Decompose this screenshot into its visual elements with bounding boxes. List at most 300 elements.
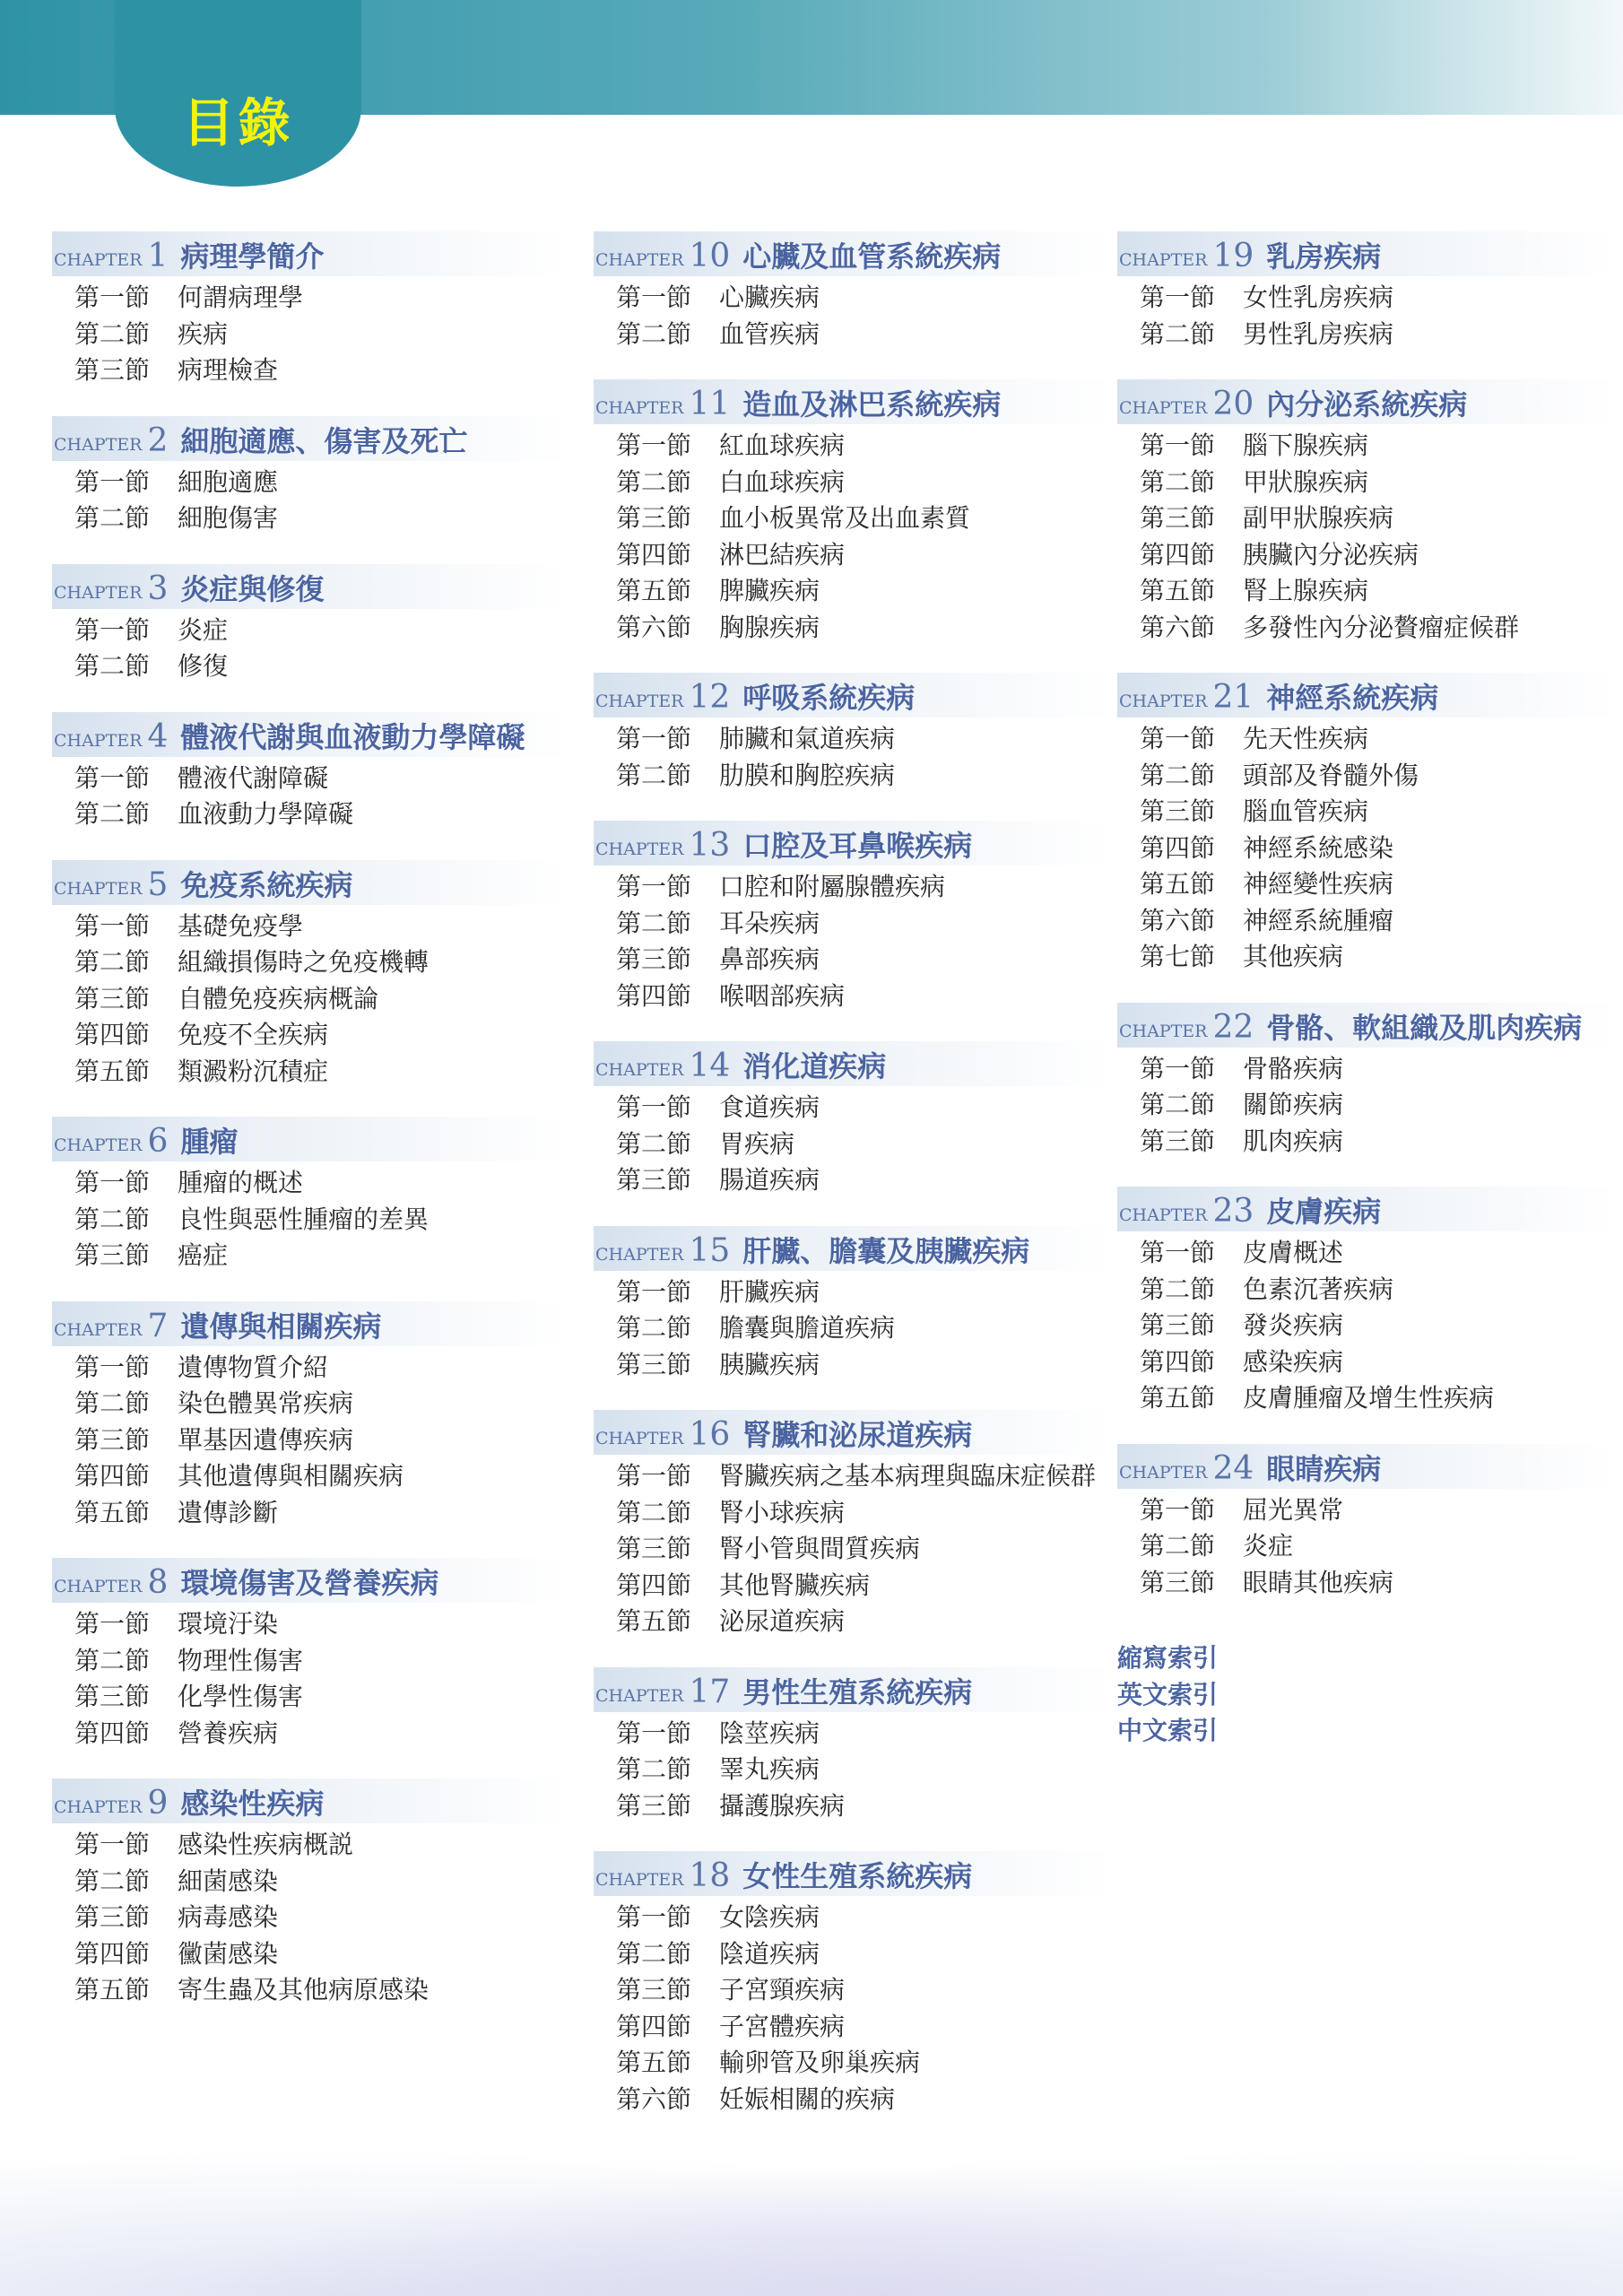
section-item[interactable] (616, 317, 1114, 353)
chapter-entry[interactable] (594, 673, 1114, 794)
chapter-number: 18 (689, 1857, 731, 1894)
section-item[interactable] (74, 1017, 572, 1054)
chapter-number: 7 (147, 1307, 169, 1344)
chapter-title: 乳房疾病 (1266, 239, 1382, 274)
section-label: 第四節 (616, 1570, 692, 1600)
section-title: 細菌感染 (178, 1866, 279, 1896)
section-item[interactable] (616, 2009, 1114, 2046)
section-label: 第三節 (616, 503, 692, 533)
section-list (594, 1458, 1114, 1640)
section-item[interactable] (616, 1604, 1114, 1640)
section-item[interactable] (1140, 465, 1619, 501)
chapter-entry[interactable] (52, 416, 572, 537)
section-label: 第二節 (74, 318, 151, 349)
section-title: 耳朵疾病 (719, 908, 820, 938)
section-title: 多發性內分泌贅瘤症候群 (1243, 612, 1520, 642)
chapter-heading[interactable] (52, 1117, 572, 1161)
section-item[interactable] (616, 978, 1114, 1015)
chapter-heading[interactable] (52, 1779, 572, 1823)
section-item[interactable] (74, 280, 572, 317)
section-item[interactable] (1140, 1308, 1619, 1344)
section-item[interactable] (616, 573, 1114, 610)
section-label: 第二節 (616, 1128, 692, 1159)
chapter-entry[interactable] (52, 564, 572, 685)
section-title: 良性與惡性腫瘤的差異 (178, 1204, 430, 1234)
chapter-heading[interactable] (594, 1041, 1114, 1086)
chapter-title: 呼吸系統疾病 (742, 681, 916, 715)
chapter-word: CHAPTER (595, 1870, 684, 1890)
section-item[interactable] (74, 1202, 572, 1239)
section-item[interactable] (1140, 1235, 1619, 1272)
chapter-title: 口腔及耳鼻喉疾病 (742, 829, 973, 863)
section-title: 食道疾病 (719, 1092, 820, 1122)
section-title: 肺臟和氣道疾病 (719, 724, 896, 753)
section-label: 第四節 (74, 1718, 151, 1748)
section-item[interactable] (616, 758, 1114, 795)
section-item[interactable] (616, 1972, 1114, 2009)
section-title: 甲狀腺疾病 (1243, 466, 1369, 497)
chapter-title: 病理學簡介 (180, 239, 325, 274)
section-label: 第三節 (74, 1682, 151, 1711)
section-item[interactable] (616, 2082, 1114, 2118)
chapter-word: CHAPTER (595, 1429, 684, 1448)
section-title: 肋膜和胸腔疾病 (719, 760, 896, 790)
section-label: 第二節 (1140, 318, 1216, 349)
chapter-entry[interactable] (594, 1410, 1114, 1640)
section-list (52, 280, 572, 389)
section-title: 鼻部疾病 (719, 944, 820, 974)
section-item[interactable] (616, 1531, 1114, 1568)
section-label: 第二節 (616, 318, 692, 349)
section-label: 第一節 (1140, 430, 1216, 460)
section-label: 第二節 (1140, 1090, 1216, 1119)
chapter-entry[interactable] (1117, 231, 1619, 352)
section-title: 腎臟疾病之基本病理與臨床症候群 (719, 1461, 1097, 1491)
chapter-heading[interactable] (52, 1558, 572, 1603)
section-label: 第三節 (74, 1902, 151, 1932)
chapter-heading[interactable] (52, 564, 572, 609)
section-item[interactable] (1140, 280, 1619, 317)
section-title: 單基因遺傳疾病 (178, 1424, 354, 1455)
section-item[interactable] (1140, 1380, 1619, 1417)
section-item[interactable] (616, 1568, 1114, 1605)
section-item[interactable] (1140, 537, 1619, 574)
section-label: 第五節 (616, 2048, 692, 2077)
section-title: 陰莖疾病 (719, 1718, 820, 1748)
section-title: 病理檢查 (178, 355, 279, 385)
section-title: 睪丸疾病 (719, 1754, 820, 1784)
section-title: 關節疾病 (1243, 1090, 1344, 1119)
section-label: 第二節 (1140, 466, 1216, 497)
section-item[interactable] (74, 1679, 572, 1716)
section-item[interactable] (74, 909, 572, 945)
section-title: 心臟疾病 (719, 283, 820, 312)
chapter-entry[interactable] (52, 860, 572, 1091)
chapter-word: CHAPTER (595, 1060, 684, 1080)
section-label: 第三節 (616, 1165, 692, 1195)
section-title: 喉咽部疾病 (719, 980, 846, 1011)
chapter-heading[interactable] (594, 1226, 1114, 1271)
section-label: 第四節 (74, 1020, 151, 1049)
chapter-entry[interactable] (1117, 379, 1619, 646)
section-item[interactable] (616, 500, 1114, 537)
chapter-word: CHAPTER (1119, 1021, 1208, 1041)
section-item[interactable] (616, 1347, 1114, 1384)
chapter-heading[interactable] (594, 673, 1114, 718)
section-label: 第一節 (74, 1609, 151, 1639)
section-title: 眼睛其他疾病 (1243, 1567, 1394, 1597)
chapter-number: 6 (147, 1123, 169, 1160)
section-item[interactable] (616, 1090, 1114, 1126)
chapter-entry[interactable] (594, 1851, 1114, 2118)
section-item[interactable] (74, 613, 572, 649)
section-item[interactable] (74, 317, 572, 353)
section-item[interactable] (74, 1386, 572, 1422)
chapter-entry[interactable] (594, 1226, 1114, 1384)
chapter-heading[interactable] (594, 1667, 1114, 1712)
chapter-word: CHAPTER (1119, 398, 1208, 418)
chapter-title: 體液代謝與血液動力學障礙 (180, 719, 525, 754)
section-label: 第五節 (74, 1056, 151, 1086)
section-list (594, 1900, 1114, 2118)
section-label: 第五節 (1140, 1383, 1216, 1413)
section-item[interactable] (74, 1495, 572, 1532)
chapter-number: 20 (1212, 386, 1254, 422)
section-item[interactable] (1140, 1272, 1619, 1309)
chapter-title: 骨骼、軟組織及肌肉疾病 (1266, 1010, 1583, 1045)
chapter-title: 消化道疾病 (742, 1049, 887, 1083)
chapter-number: 2 (147, 422, 169, 459)
chapter-heading[interactable] (1117, 1003, 1619, 1048)
index-list-holder (1117, 1640, 1619, 1750)
section-list (52, 1165, 572, 1274)
index-list (1117, 1640, 1619, 1750)
section-item[interactable] (1140, 500, 1619, 537)
chapter-word: CHAPTER (595, 250, 684, 270)
section-item[interactable] (616, 906, 1114, 943)
chapter-number: 11 (689, 386, 731, 422)
section-item[interactable] (74, 1165, 572, 1202)
chapter-number: 5 (147, 865, 169, 903)
chapter-entry[interactable] (594, 1041, 1114, 1199)
index-link[interactable]: 英文索引 (1117, 1679, 1219, 1709)
chapter-entry[interactable] (1117, 1187, 1619, 1417)
section-item[interactable] (616, 610, 1114, 647)
section-label: 第一節 (616, 283, 692, 312)
section-title: 神經系統腫瘤 (1243, 905, 1394, 935)
section-title: 腎小球疾病 (719, 1497, 846, 1527)
index-link[interactable]: 縮寫索引 (1117, 1643, 1219, 1673)
section-item[interactable] (616, 465, 1114, 501)
chapter-heading[interactable] (1117, 379, 1619, 424)
section-item[interactable] (616, 1126, 1114, 1163)
section-item[interactable] (1140, 903, 1619, 940)
section-item[interactable] (74, 648, 572, 685)
section-item[interactable] (74, 944, 572, 981)
chapter-entry[interactable] (1117, 673, 1619, 976)
toc-column-1 (52, 231, 572, 2036)
chapter-entry[interactable] (52, 1779, 572, 2009)
section-item[interactable] (616, 1752, 1114, 1788)
section-label: 第二節 (616, 760, 692, 790)
chapter-number: 24 (1212, 1449, 1254, 1487)
section-item[interactable] (1140, 939, 1619, 976)
chapter-heading[interactable] (52, 712, 572, 757)
section-label: 第一節 (1140, 283, 1216, 312)
chapter-entry[interactable] (594, 1667, 1114, 1825)
chapter-number: 17 (689, 1673, 731, 1710)
section-label: 第三節 (616, 1534, 692, 1563)
section-label: 第二節 (74, 1645, 151, 1675)
section-title: 血小板異常及出血素質 (719, 503, 971, 533)
section-item[interactable] (1140, 1124, 1619, 1161)
chapter-word: CHAPTER (1119, 691, 1208, 711)
section-title: 腦下腺疾病 (1243, 430, 1369, 460)
chapter-number: 16 (689, 1416, 731, 1453)
section-item[interactable] (74, 1422, 572, 1459)
chapter-heading[interactable] (594, 231, 1114, 276)
section-list (594, 280, 1114, 352)
section-item[interactable] (616, 1900, 1114, 1936)
chapter-entry[interactable] (52, 1558, 572, 1752)
section-label: 第一節 (616, 1092, 692, 1122)
section-item[interactable] (616, 942, 1114, 978)
chapter-word: CHAPTER (1119, 1462, 1208, 1483)
section-item[interactable] (616, 1716, 1114, 1752)
section-item[interactable] (74, 1238, 572, 1274)
section-list (594, 1716, 1114, 1825)
section-item[interactable] (74, 1054, 572, 1091)
section-title: 血液動力學障礙 (178, 799, 354, 829)
section-item[interactable] (616, 1495, 1114, 1532)
chapter-heading[interactable] (1117, 231, 1619, 276)
section-item[interactable] (74, 1350, 572, 1387)
section-title: 遺傳物質介紹 (178, 1352, 329, 1382)
section-item[interactable] (74, 500, 572, 537)
toc-column-2 (594, 231, 1114, 2144)
section-label: 第一節 (74, 1830, 151, 1859)
section-item[interactable] (74, 796, 572, 833)
section-label: 第二節 (616, 466, 692, 497)
section-label: 第四節 (74, 1461, 151, 1491)
toc-column-3 (1117, 231, 1619, 1750)
section-item[interactable] (1140, 831, 1619, 867)
section-title: 免疫不全疾病 (178, 1020, 329, 1049)
section-item[interactable] (1140, 428, 1619, 465)
section-label: 第一節 (74, 466, 151, 497)
section-item[interactable] (1140, 1051, 1619, 1088)
section-title: 化學性傷害 (178, 1682, 304, 1711)
chapter-title: 眼睛疾病 (1266, 1451, 1382, 1486)
section-title: 其他腎臟疾病 (719, 1570, 871, 1600)
section-item[interactable] (1140, 1344, 1619, 1381)
section-title: 腦血管疾病 (1243, 796, 1369, 826)
section-title: 肝臟疾病 (719, 1276, 820, 1307)
chapter-word: CHAPTER (54, 434, 143, 455)
section-list (594, 721, 1114, 794)
section-list (594, 869, 1114, 1014)
chapter-heading[interactable] (52, 860, 572, 905)
section-item[interactable] (1140, 1565, 1619, 1602)
section-label: 第一節 (1140, 1494, 1216, 1525)
section-label: 第六節 (616, 2083, 692, 2114)
section-item[interactable] (1140, 721, 1619, 758)
section-item[interactable] (616, 428, 1114, 465)
section-item[interactable] (616, 280, 1114, 317)
chapter-entry[interactable] (594, 821, 1114, 1014)
section-item[interactable] (74, 761, 572, 797)
chapter-word: CHAPTER (54, 1319, 143, 1340)
section-label: 第一節 (616, 872, 692, 901)
section-label: 第二節 (1140, 1274, 1216, 1304)
section-label: 第一節 (74, 910, 151, 941)
chapter-number: 22 (1212, 1008, 1254, 1046)
section-title: 病毒感染 (178, 1902, 279, 1932)
chapter-entry[interactable] (1117, 1444, 1619, 1602)
section-label: 第六節 (616, 612, 692, 642)
section-list (52, 761, 572, 833)
section-item[interactable] (74, 1827, 572, 1864)
chapter-number: 21 (1212, 679, 1254, 716)
section-item[interactable] (74, 1936, 572, 1973)
chapter-entry[interactable] (1117, 1003, 1619, 1161)
section-title: 膽囊與膽道疾病 (719, 1313, 896, 1343)
chapter-heading[interactable] (52, 416, 572, 461)
section-label: 第一節 (1140, 1238, 1216, 1267)
section-item[interactable] (616, 1274, 1114, 1311)
chapter-title: 皮膚疾病 (1266, 1195, 1382, 1229)
chapter-heading[interactable] (594, 1410, 1114, 1455)
section-item[interactable] (1140, 758, 1619, 795)
section-item[interactable] (616, 869, 1114, 906)
section-title: 口腔和附屬腺體疾病 (719, 872, 946, 901)
section-title: 神經系統感染 (1243, 832, 1394, 863)
chapter-entry[interactable] (52, 1301, 572, 1532)
section-label: 第三節 (1140, 1310, 1216, 1340)
section-item[interactable] (1140, 794, 1619, 831)
section-item[interactable] (1140, 573, 1619, 610)
section-title: 淋巴結疾病 (719, 539, 846, 570)
chapter-entry[interactable] (52, 712, 572, 833)
section-label: 第五節 (1140, 869, 1216, 899)
section-item[interactable] (616, 1162, 1114, 1199)
section-label: 第一節 (1140, 724, 1216, 753)
section-title: 攝護腺疾病 (719, 1790, 846, 1821)
section-title: 輸卵管及卵巢疾病 (719, 2048, 921, 2077)
section-title: 胰臟內分泌疾病 (1243, 539, 1419, 570)
section-label: 第一節 (74, 614, 151, 645)
section-item[interactable] (74, 1458, 572, 1495)
section-item[interactable] (616, 721, 1114, 758)
chapter-number: 10 (689, 238, 731, 274)
chapter-heading[interactable] (594, 821, 1114, 865)
chapter-heading[interactable] (594, 379, 1114, 424)
section-label: 第二節 (616, 1313, 692, 1343)
section-title: 副甲狀腺疾病 (1243, 503, 1394, 533)
chapter-word: CHAPTER (54, 878, 143, 899)
chapter-entry[interactable] (594, 379, 1114, 646)
section-item[interactable] (616, 1788, 1114, 1825)
section-label: 第二節 (616, 908, 692, 938)
section-item[interactable] (1140, 610, 1619, 647)
section-item[interactable] (1140, 1528, 1619, 1565)
section-label: 第四節 (1140, 539, 1216, 570)
section-item[interactable] (616, 1310, 1114, 1347)
section-title: 感染疾病 (1243, 1346, 1344, 1377)
section-item[interactable] (74, 1716, 572, 1752)
section-title: 腎小管與間質疾病 (719, 1534, 921, 1563)
section-label: 第二節 (616, 1497, 692, 1527)
section-title: 寄生蟲及其他病原感染 (178, 1975, 430, 2005)
section-label: 第七節 (1140, 942, 1216, 971)
section-label: 第五節 (616, 576, 692, 605)
chapter-heading[interactable] (594, 1851, 1114, 1896)
chapter-heading[interactable] (52, 231, 572, 276)
section-item[interactable] (74, 981, 572, 1018)
section-title: 黴菌感染 (178, 1938, 279, 1969)
chapter-heading[interactable] (52, 1301, 572, 1346)
chapter-title: 遺傳與相關疾病 (180, 1309, 382, 1344)
section-item[interactable] (1140, 1087, 1619, 1124)
section-item[interactable] (1140, 1492, 1619, 1529)
section-title: 色素沉著疾病 (1243, 1274, 1394, 1304)
section-item[interactable] (74, 1643, 572, 1680)
chapter-entry[interactable] (52, 1117, 572, 1274)
section-item[interactable] (1140, 317, 1619, 353)
section-title: 物理性傷害 (178, 1645, 304, 1675)
section-item[interactable] (74, 465, 572, 501)
section-title: 腸道疾病 (719, 1165, 820, 1195)
chapter-entry[interactable] (594, 231, 1114, 352)
chapter-heading[interactable] (1117, 1187, 1619, 1231)
chapter-word: CHAPTER (595, 691, 684, 711)
section-item[interactable] (616, 1458, 1114, 1495)
chapter-number: 19 (1212, 238, 1254, 274)
section-title: 其他疾病 (1243, 942, 1344, 971)
chapter-number: 23 (1212, 1193, 1254, 1230)
section-label: 第二節 (74, 651, 151, 681)
chapter-word: CHAPTER (595, 398, 684, 418)
section-item[interactable] (74, 1972, 572, 2009)
section-label: 第一節 (74, 283, 151, 312)
section-item[interactable] (74, 1864, 572, 1900)
section-title: 體液代謝障礙 (178, 762, 329, 793)
section-item[interactable] (616, 537, 1114, 574)
section-title: 神經變性疾病 (1243, 869, 1394, 899)
section-item[interactable] (616, 1936, 1114, 1973)
section-item[interactable] (1140, 866, 1619, 903)
chapter-word: CHAPTER (595, 1244, 684, 1265)
section-list (594, 428, 1114, 646)
index-link[interactable]: 中文索引 (1117, 1716, 1219, 1745)
section-item[interactable] (74, 352, 572, 389)
section-label: 第一節 (616, 1461, 692, 1491)
chapter-heading[interactable] (1117, 1444, 1619, 1489)
section-label: 第二節 (74, 503, 151, 533)
chapter-word: CHAPTER (595, 1685, 684, 1706)
section-label: 第四節 (74, 1938, 151, 1969)
chapter-heading[interactable] (1117, 673, 1619, 718)
chapter-word: CHAPTER (1119, 250, 1208, 270)
section-title: 基礎免疫學 (178, 910, 304, 941)
chapter-entry[interactable] (52, 231, 572, 389)
section-title: 泌尿道疾病 (719, 1606, 846, 1636)
section-item[interactable] (616, 2045, 1114, 2082)
section-title: 感染性疾病概説 (178, 1830, 354, 1859)
section-title: 何謂病理學 (178, 283, 304, 312)
section-item[interactable] (74, 1606, 572, 1643)
section-item[interactable] (74, 1900, 572, 1936)
